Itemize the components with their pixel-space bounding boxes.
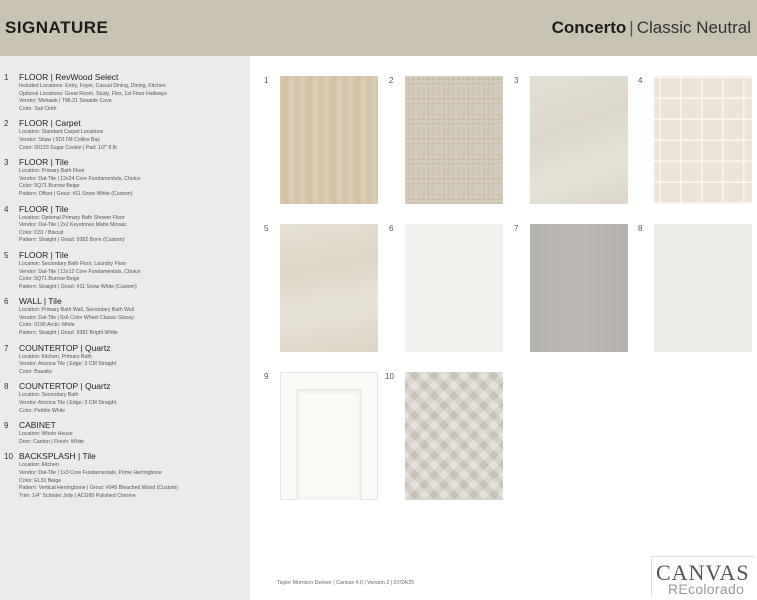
item-detail: Pattern: Vertical Herringbone | Grout: #045 Bleached Wood (Custom) <box>19 485 178 492</box>
mosaic-tile-swatch <box>654 76 752 204</box>
item-detail: Location: Standard Carpet Locations <box>19 129 104 136</box>
item-title: FLOOR | Carpet <box>19 118 81 129</box>
item-detail: Color: Basalto <box>19 368 52 375</box>
item-detail: Location: Kitchen <box>19 462 59 469</box>
item-detail: Vendor: Dal-Tile | 2x2 Keystones Matte Mosaic <box>19 222 127 229</box>
selections-list <box>0 56 250 600</box>
item-detail: Vendor: Mohawk | TML21 Seaside Cove <box>19 98 112 105</box>
swatch-cell <box>516 222 634 354</box>
cabinet-door-swatch <box>280 372 378 500</box>
swatch-cell <box>640 222 757 354</box>
carpet-swatch <box>405 76 503 204</box>
item-detail: Location: Secondary Bath Floor, Laundry Floor <box>19 260 127 267</box>
selection-item <box>4 72 244 113</box>
brand-title: SIGNATURE <box>5 18 109 37</box>
swatch-number: 4 <box>638 76 643 85</box>
canvas-logo <box>651 556 755 596</box>
selection-item <box>4 296 244 337</box>
selection-item <box>4 157 244 198</box>
item-title: FLOOR | Tile <box>19 203 69 214</box>
footer-note: Taylor Morrison Denver | Canvas 4.0 | Version 2 | 07/24/25 <box>277 580 415 586</box>
swatch-grid <box>262 74 757 514</box>
item-title: BACKSPLASH | Tile <box>19 451 96 462</box>
selection-item <box>4 204 244 245</box>
item-detail: Color: 5Q71 Burrow Beige <box>19 276 80 283</box>
quartz-swatch <box>654 224 752 352</box>
item-number: 4 <box>4 204 9 214</box>
herringbone-tile-swatch <box>405 372 503 500</box>
collection-title <box>552 18 751 38</box>
item-number: 8 <box>4 382 9 392</box>
swatch-cell <box>266 74 384 206</box>
selection-item <box>4 118 244 152</box>
item-number: 3 <box>4 158 9 168</box>
title-separator: | <box>629 18 634 37</box>
item-detail: Door: Canton | Finish: White <box>19 438 85 445</box>
item-detail: Vendor: Shaw | 5D1TM Collins Bay <box>19 136 100 143</box>
item-detail: Vendor: Dal-Tile | 1x3 Core Fundamentals, Prime Herringbone <box>19 470 163 476</box>
swatch-cell <box>391 222 509 354</box>
swatch-number: 2 <box>389 76 394 85</box>
swatch-number: 6 <box>389 224 394 233</box>
swatch-number: 9 <box>264 372 269 381</box>
logo-canvas-text: CANVAS <box>656 560 750 585</box>
item-title: COUNTERTOP | Quartz <box>19 381 111 392</box>
wood-floor-swatch <box>280 76 378 204</box>
item-detail: Location: Kitchen, Primary Bath <box>19 353 92 360</box>
swatch-cell <box>266 222 384 354</box>
selection-item <box>4 343 244 377</box>
swatch-number: 10 <box>385 372 394 381</box>
swatch-number: 1 <box>264 76 269 85</box>
swatch-cell <box>391 74 509 206</box>
item-title: WALL | Tile <box>19 296 62 307</box>
selection-item <box>4 451 244 500</box>
item-detail: Optional Locations: Great Room, Study, Flex, 1st Floor Hallways <box>19 90 167 97</box>
item-number: 1 <box>4 73 9 82</box>
swatch-cell <box>516 74 634 206</box>
swatch-number: 3 <box>514 76 519 85</box>
item-detail: Location: Secondary Bath <box>19 392 79 399</box>
item-detail: Color: 5Q71 Burrow Beige <box>19 183 80 190</box>
item-detail: Pattern: Offset | Grout: #11 Snow White (Custom) <box>19 190 133 197</box>
page-header <box>0 0 757 56</box>
item-detail: Color: 00133 Sugar Cookie | Pad: 1/2" 8 lb <box>19 144 117 151</box>
color-scheme-name: Classic Neutral <box>636 18 751 37</box>
cabinet-panel-detail <box>296 389 362 500</box>
item-title: CABINET <box>19 420 56 431</box>
item-detail: Vendor: Dal-Tile | 6x6 Color Wheel Classic Glossy <box>19 314 135 321</box>
swatch-cell <box>385 370 509 502</box>
item-detail: Trim: 1/4" Schluter Jolly | ACG80 Polished Chrome <box>19 492 136 499</box>
item-title: FLOOR | Tile <box>19 249 69 260</box>
item-detail: Vendor: Arizona Tile | Edge: 3 CM Straight <box>19 400 117 407</box>
item-detail: Color: EL31 Beige <box>19 477 62 484</box>
item-title: FLOOR | Tile <box>19 157 69 168</box>
item-title: COUNTERTOP | Quartz <box>19 342 111 353</box>
selection-item <box>4 250 244 291</box>
item-number: 6 <box>4 297 9 307</box>
item-detail: Pattern: Straight | Grout: 9381 Bright White <box>19 330 118 337</box>
item-detail: Pattern: Straight | Grout: 9382 Bone (Custom) <box>19 237 125 244</box>
item-number: 9 <box>4 421 9 431</box>
item-title: FLOOR | RevWood Select <box>19 72 119 82</box>
stone-tile-swatch <box>280 224 378 352</box>
logo-recolorado-text: REcolorado <box>668 581 745 597</box>
swatch-cell <box>640 74 757 206</box>
swatch-cell <box>266 370 384 502</box>
swatch-number: 8 <box>638 224 643 233</box>
item-detail: Location: Optional Primary Bath Shower Floor <box>19 214 125 221</box>
item-detail: Location: Primary Bath Floor <box>19 168 85 175</box>
quartz-swatch <box>530 224 628 352</box>
item-detail: Location: Primary Bath Wall, Secondary Bath Wall <box>19 307 134 314</box>
item-detail: Vendor: Arizona Tile | Edge: 3 CM Straight <box>19 361 117 368</box>
stone-tile-swatch <box>530 76 628 204</box>
item-detail: Color: Pebble White <box>19 407 66 414</box>
swatch-number: 5 <box>264 224 269 233</box>
item-detail: Color: D31 / Biscuit <box>19 229 64 236</box>
item-detail: Color: Sail Cloth <box>19 105 57 112</box>
selection-item <box>4 381 244 415</box>
selection-item <box>4 420 244 446</box>
item-detail: Location: Whole House <box>19 431 73 438</box>
item-number: 5 <box>4 250 9 260</box>
item-number: 7 <box>4 343 9 353</box>
item-detail: Color: 0190 Arctic White <box>19 322 75 329</box>
item-number: 2 <box>4 119 9 129</box>
swatch-number: 7 <box>514 224 519 233</box>
item-detail: Vendor: Dal-Tile | 12x24 Core Fundamentals, Choice <box>19 175 141 182</box>
item-number: 10 <box>4 452 13 462</box>
item-detail: Vendor: Dal-Tile | 12x12 Core Fundamentals, Choice <box>19 268 141 275</box>
collection-name: Concerto <box>551 18 627 37</box>
item-detail: Pattern: Straight | Grout: #11 Snow White (Custom) <box>19 283 137 290</box>
item-detail: Included Locations: Entry, Foyer, Casual Dining, Dining, Kitchen <box>19 83 166 89</box>
wall-tile-swatch <box>405 224 503 352</box>
